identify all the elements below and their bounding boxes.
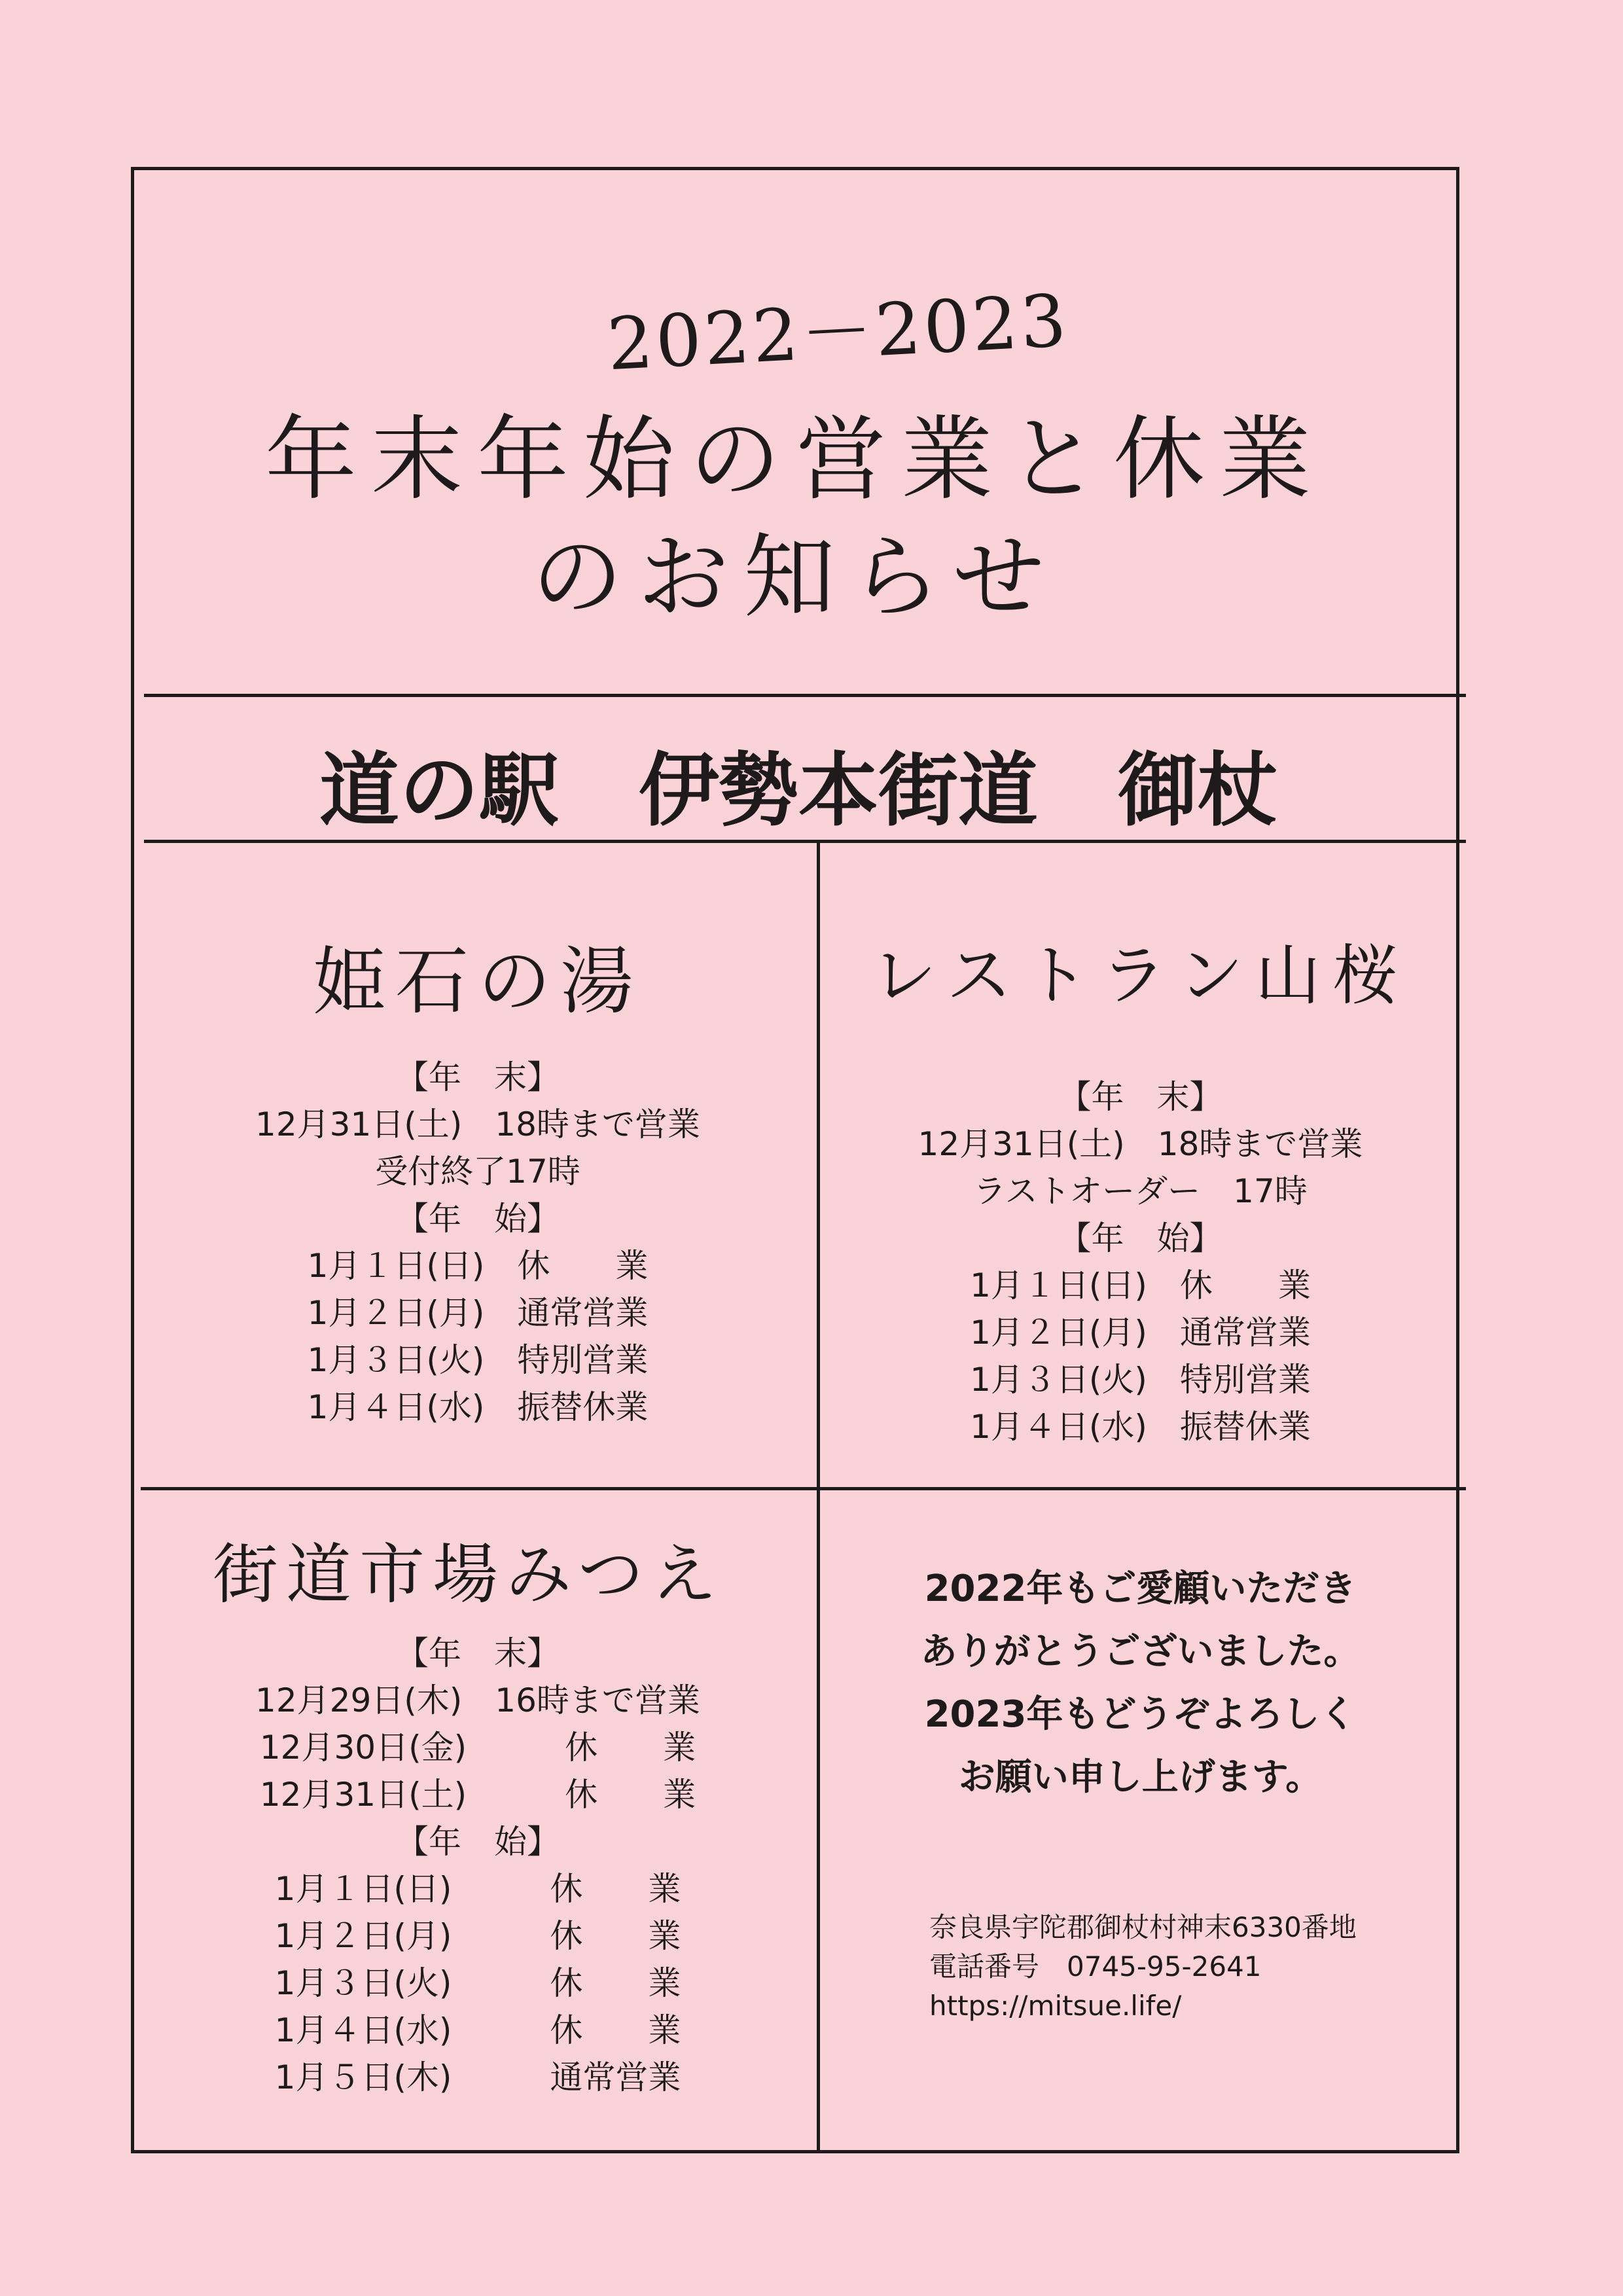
market-line: 1月５日(木) 通常営業 (274, 2058, 681, 2096)
market-line: 12月30日(金) 休 業 (259, 1729, 696, 1767)
market-schedule (141, 1630, 815, 2101)
restaurant-line: 1月３日(火) 特別営業 (970, 1361, 1311, 1399)
message-line: ありがとうございました。 (920, 1630, 1361, 1673)
restaurant-line: 1月１日(日) 休 業 (970, 1266, 1311, 1304)
market-line: 12月29日(木) 16時まで営業 (255, 1681, 700, 1719)
hime-line: 1月３日(火) 特別営業 (307, 1341, 649, 1379)
restaurant-line: 1月４日(水) 振替休業 (970, 1408, 1311, 1446)
notice-subtitle: のお知らせ (531, 524, 1059, 631)
thanks-message (821, 1558, 1459, 1809)
notice-title: 年末年始の営業と休業 (264, 406, 1325, 513)
market-line: 12月31日(土) 休 業 (259, 1776, 696, 1814)
phone-text: 電話番号 0745-95-2641 (929, 1950, 1262, 1982)
hime-line: 1月１日(日) 休 業 (307, 1247, 649, 1285)
market-line: 【年 末】 (396, 1634, 560, 1672)
divider-vertical (817, 841, 820, 2150)
divider-top (144, 694, 1466, 697)
divider-station (144, 840, 1466, 843)
restaurant-line: 12月31日(土) 18時まで営業 (918, 1125, 1363, 1163)
hime-line: 1月４日(水) 振替休業 (307, 1388, 649, 1426)
years-heading: 2022－2023 (605, 278, 1071, 387)
market-line: 1月２日(月) 休 業 (274, 1917, 681, 1955)
restaurant-schedule (821, 1073, 1459, 1450)
hime-line: 受付終了17時 (375, 1153, 580, 1191)
message-line: 2022年もご愛顧いただき (924, 1568, 1357, 1610)
restaurant-line: ラストオーダー 17時 (973, 1172, 1308, 1210)
market-title: 街道市場みつえ (213, 1536, 724, 1613)
hime-line: 【年 始】 (396, 1200, 560, 1238)
restaurant-title: レストラン山桜 (871, 937, 1410, 1014)
hime-line: 【年 末】 (396, 1058, 560, 1096)
hime-schedule (141, 1054, 815, 1431)
market-line: 1月１日(日) 休 業 (274, 1870, 681, 1908)
hime-line: 1月２日(月) 通常営業 (307, 1294, 649, 1332)
contact-info (929, 1908, 1357, 2026)
message-line: お願い申し上げます。 (958, 1756, 1323, 1799)
market-line: 1月３日(火) 休 業 (274, 1964, 681, 2002)
station-name: 道の駅 伊勢本街道 御杖 (319, 744, 1277, 837)
website-link[interactable]: https://mitsue.life/ (929, 1990, 1182, 2022)
restaurant-line: 【年 始】 (1058, 1219, 1222, 1257)
hime-line: 12月31日(土) 18時まで営業 (255, 1105, 700, 1143)
market-line: 1月４日(水) 休 業 (274, 2011, 681, 2049)
address-text: 奈良県宇陀郡御杖村神末6330番地 (929, 1911, 1357, 1943)
message-line: 2023年もどうぞよろしく (924, 1693, 1357, 1736)
restaurant-line: 【年 末】 (1058, 1078, 1222, 1116)
divider-middle (141, 1487, 1466, 1490)
market-line: 【年 始】 (396, 1823, 560, 1861)
hime-title: 姫石の湯 (313, 939, 643, 1024)
restaurant-line: 1月２日(月) 通常営業 (970, 1314, 1311, 1352)
